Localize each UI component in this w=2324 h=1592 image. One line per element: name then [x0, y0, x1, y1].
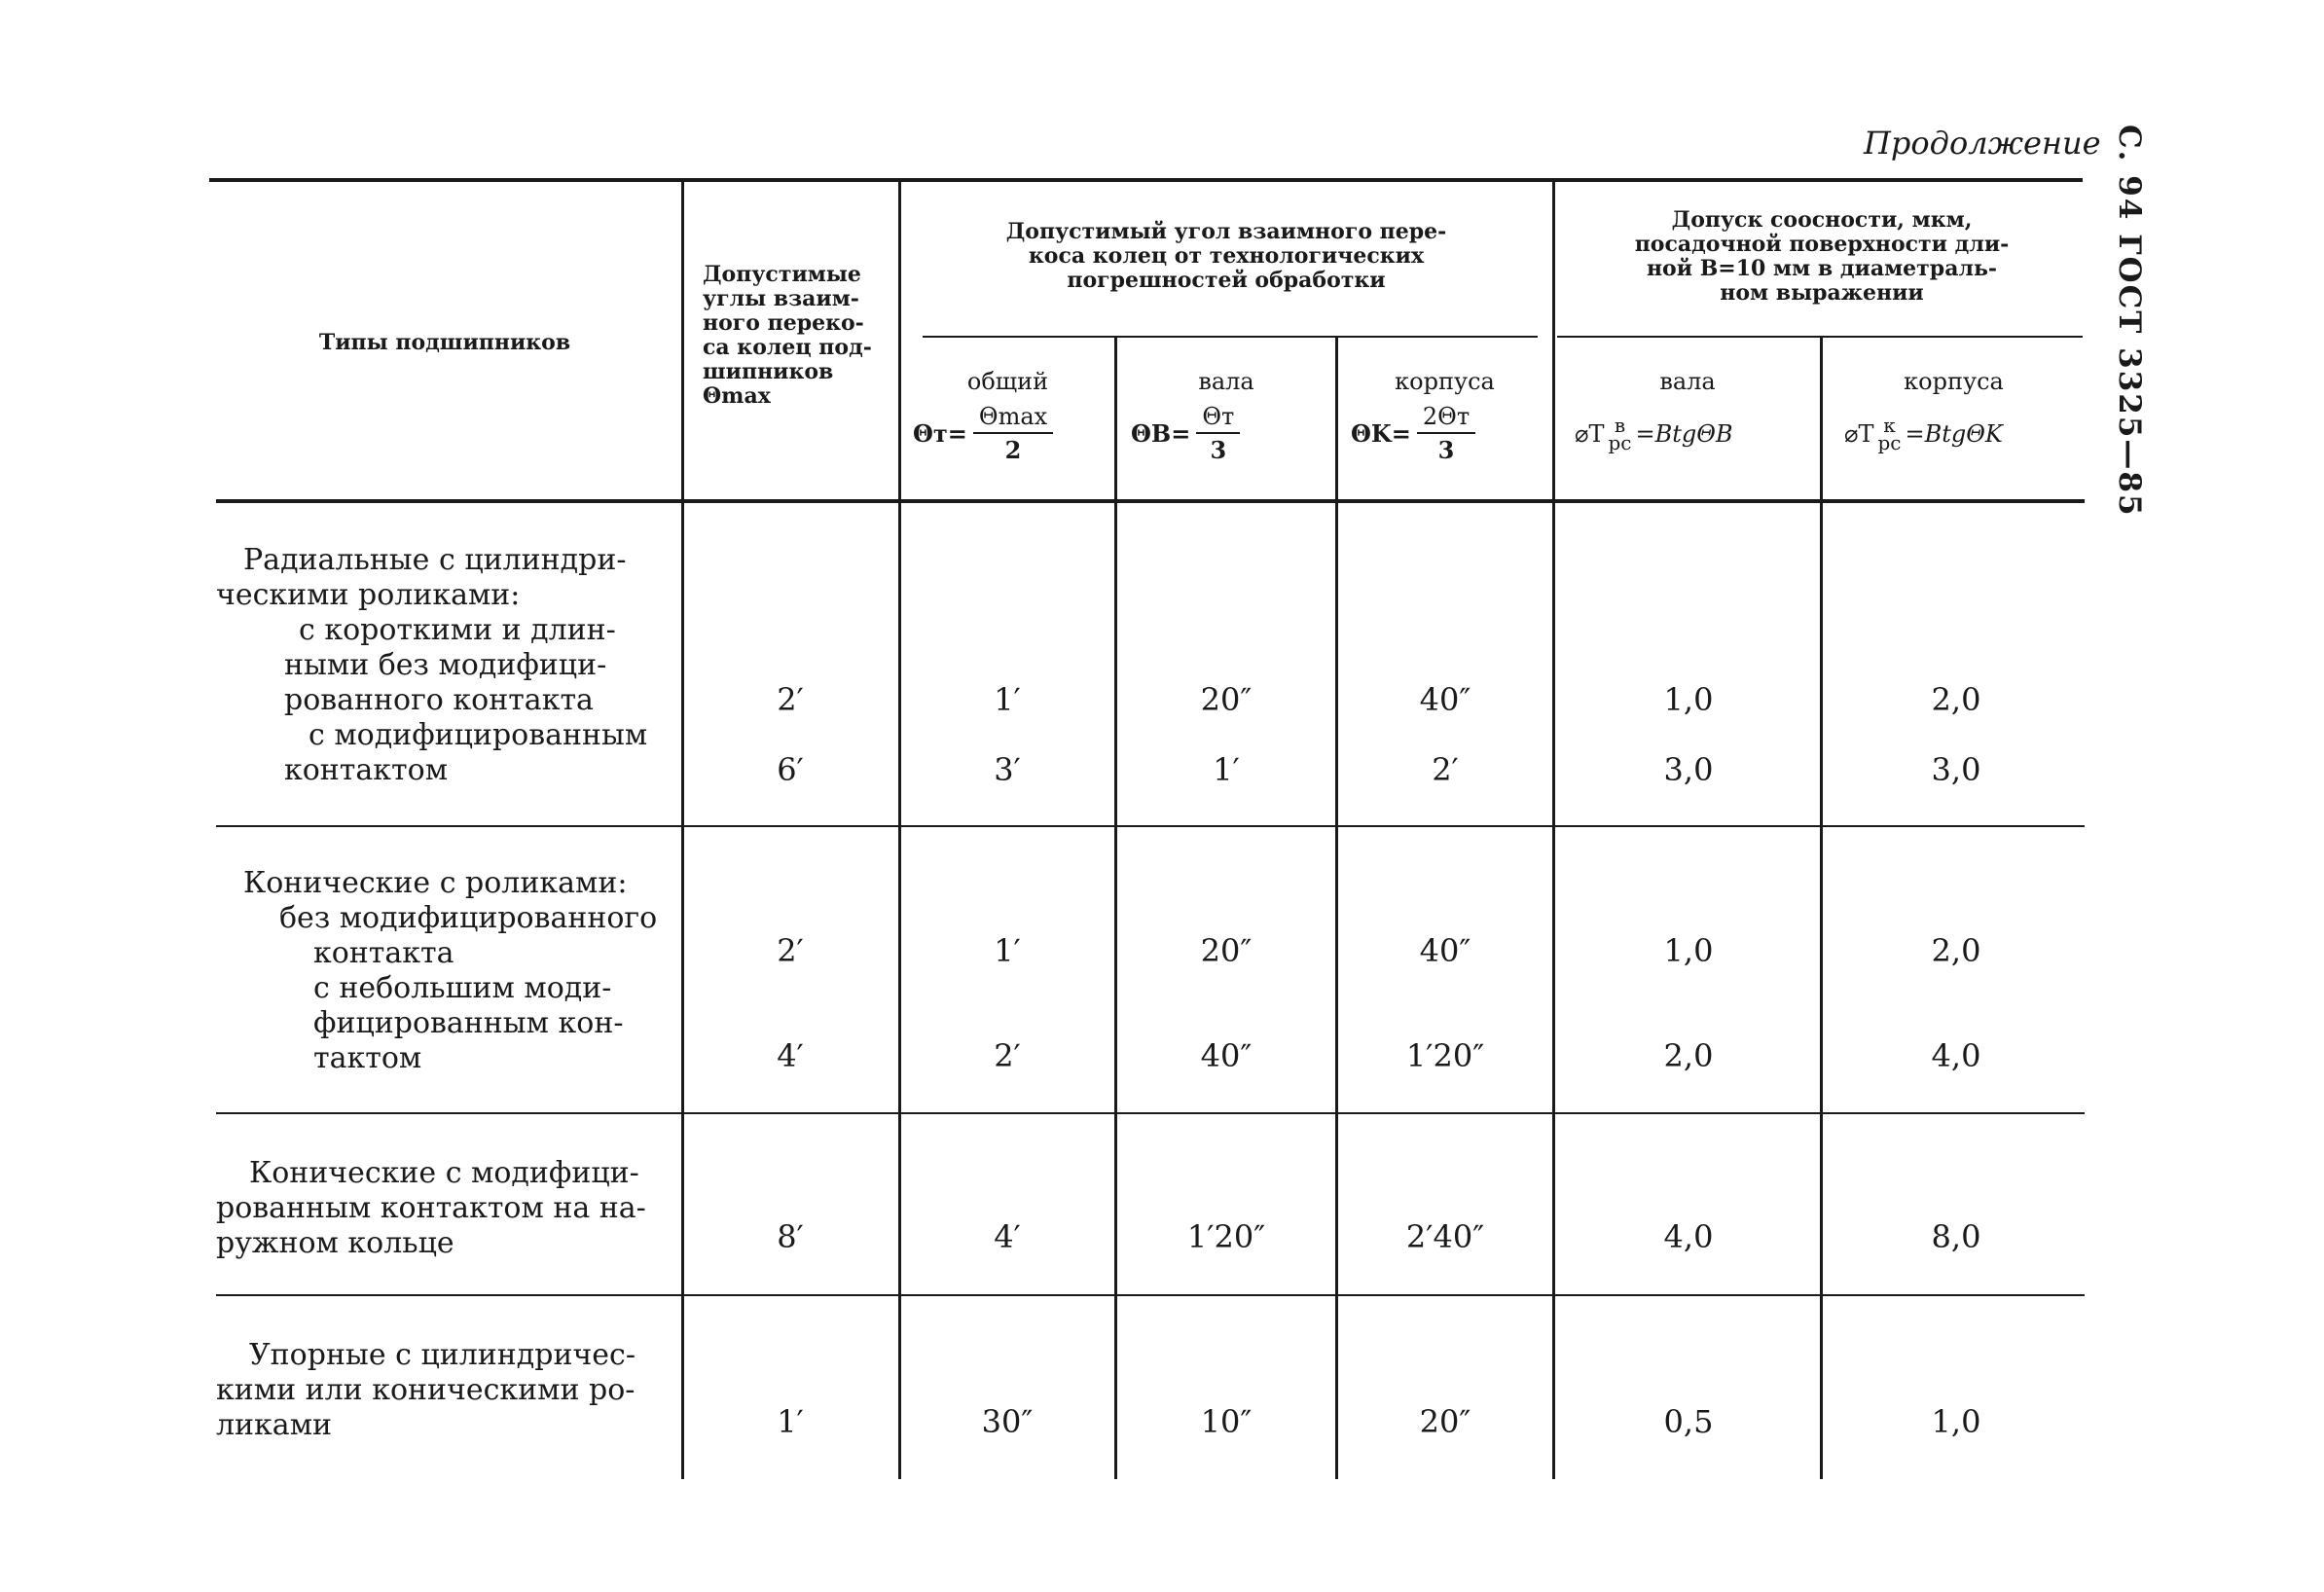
formula-tol-shaft: ⌀T в рс =BtgΘB — [1575, 414, 1733, 454]
formula-general: Θт= $\frac{\Theta\max}{2}$ — [913, 403, 1053, 464]
formula-housing: ΘK= $\frac{2\Theta т}{3}$ — [1351, 403, 1475, 464]
subheader-general: общий — [966, 368, 1049, 395]
subheader-tol-housing: корпуса — [1904, 368, 2004, 395]
formula-tol-housing: ⌀T к рс =BtgΘK — [1844, 414, 2003, 454]
subheader-housing: корпуса — [1395, 368, 1495, 395]
header-tolerance-group: Допуск соосности, мкм, посадочной поверхности дли- ной B=10 мм в диаметраль- ном выражении — [1634, 207, 2010, 306]
header-tech-angle-group: Допустимый угол взаимного пере- коса колец от технологических погрешностей обработки — [1005, 219, 1447, 293]
page-header: С. 94 ГОСТ 3325—85 — [2112, 125, 2147, 518]
formula-shaft: ΘB= $\frac{\Theta т}{3}$ — [1131, 403, 1240, 464]
subheader-tol-shaft: вала — [1659, 368, 1716, 395]
header-bearing-type: Типы подшипников — [318, 330, 571, 355]
row-thrust-label: Упорные с цилиндричес- кими или коническими ро- ликами — [216, 1338, 635, 1442]
continuation-label: Продолжение — [1864, 125, 2101, 162]
row-conical-modified-label: Конические с модифици- рованным контактом на на- ружном кольце — [216, 1156, 646, 1260]
row-radial-label: Радиальные с цилиндри- ческими роликами: с короткими и длин- ными без модифици- рованного контакта с модифицированным контактом — [216, 543, 648, 787]
subheader-shaft: вала — [1198, 368, 1254, 395]
row-conical-label: Конические с роликами: без модифицированного контакта с небольшим моди- фицированным кон- тактом — [243, 866, 658, 1075]
header-max-angle: Допустимые углы взаим- ного переко- са колец под- шипников Θmax — [703, 262, 872, 409]
